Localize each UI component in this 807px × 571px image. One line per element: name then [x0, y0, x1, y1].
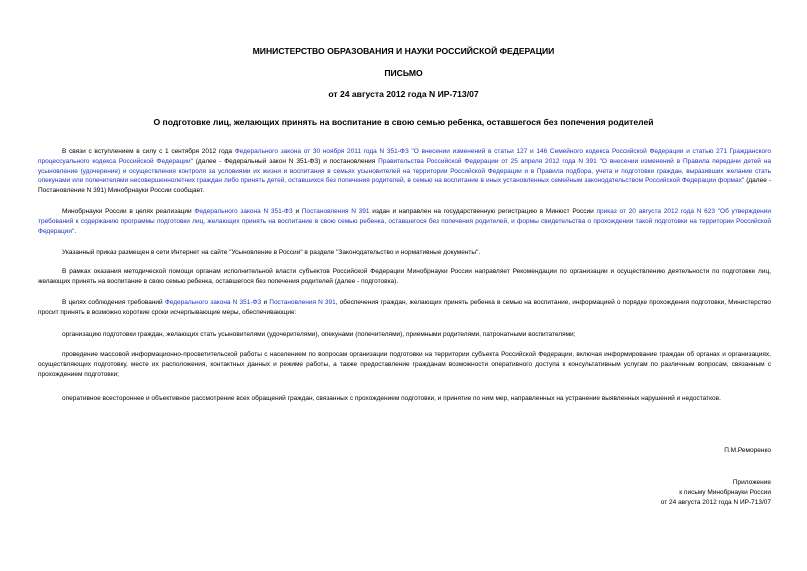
ministry-title: МИНИСТЕРСТВО ОБРАЗОВАНИЯ И НАУКИ РОССИЙСКОЙ ФЕДЕРАЦИИ — [252, 46, 555, 56]
paragraph-3: Указанный приказ размещен в сети Интернет на сайте "Усыновление в России" в разделе "Законодательство и нормативные документы". — [62, 249, 481, 256]
link-resolution-391-p5[interactable]: Постановления N 391 — [269, 299, 336, 306]
paragraph-2-text-b: и — [292, 208, 302, 215]
paragraph-1 — [38, 147, 771, 196]
paragraph-2-text-a: Минобрнауки России в целях реализации — [62, 208, 195, 215]
paragraph-2-text-d: . — [74, 227, 77, 235]
appendix-block — [661, 478, 771, 507]
paragraph-5 — [38, 298, 771, 318]
paragraph-5-text-a: В целях соблюдения требований — [62, 299, 165, 306]
link-federal-law-351-p5[interactable]: Федерального закона N 351-ФЗ — [164, 299, 262, 306]
paragraph-4: В рамках оказания методической помощи органам исполнительной власти субъектов Российской Федерации Минобрнауки России направляет Рекомендации по организации и осуществлению деятельности по подготовке лиц, желающих принять на воспитание в свою семью ребенка, оставшегося без попечения родителей (далее - подготовка). — [38, 268, 771, 285]
paragraph-2 — [38, 207, 771, 236]
appendix-line-2: к письму Минобрнауки России — [679, 488, 771, 496]
link-government-resolution-391[interactable]: Правительства Российской Федерации от 25 апреля 2012 года N 391 "О внесении изменений в Правила передачи детей на усыновление (удочерение) и осуществления контроля за условиями их жизни и воспитания в семьях усыновителей на территории Российской Федерации и в Правила подбора, учета и подготовки граждан, выразивших желание стать опекунами или попечителями несовершеннолетних граждан либо принять детей, оставшихся без попечения родителей, в семью на воспитание в иных установленных семейным законодательством Российской Федерации формах" — [38, 157, 772, 185]
paragraph-8: оперативное всестороннее и объективное рассмотрение всех обращений граждан, связанных с прохождением подготовки, и принятие по ним мер, направленных на устранение выявленных нарушений и недостатков. — [62, 395, 721, 402]
paragraph-1-text-b: (далее - Федеральный закон N 351-ФЗ) и постановления — [192, 157, 379, 165]
signature: П.М.Реморенко — [724, 447, 771, 454]
paragraph-1-text-a: В связи с вступлением в силу с 1 сентября 2012 года — [62, 148, 235, 155]
doc-type-title: ПИСЬМО — [384, 68, 423, 78]
link-order-623[interactable]: приказ от 20 августа 2012 года N 623 "Об утверждении требований к содержанию программы подготовки лиц, желающих принять на воспитание в свою семью ребенка, оставшегося без попечения родителей, и формы свидетельства о прохождении такой подготовки на территории Российской Федерации" — [38, 208, 771, 235]
paragraph-5-text-c: , обеспечения граждан, желающих принять ребенка в семью на воспитание, информацией о порядке прохождения подготовки, Министерство просит принять в возможно короткие сроки исчерпывающие меры, обеспечивающие: — [38, 299, 772, 316]
doc-date-number: от 24 августа 2012 года N ИР-713/07 — [328, 89, 479, 99]
paragraph-6: организацию подготовки граждан, желающих стать усыновителями (удочерителями), опекунами (попечителями), приемными родителями, патронатными воспитателями; — [62, 331, 576, 338]
link-resolution-391-short[interactable]: Постановления N 391 — [301, 208, 370, 215]
link-federal-law-351[interactable]: Федерального закона от 30 ноября 2011 года N 351-ФЗ "О внесении изменений в статьи 127 и 146 Семейного кодекса Российской Федерации и статью 271 Гражданского процессуального кодекса Российской Федерации" — [38, 148, 771, 165]
paragraph-2-text-c: издан и направлен на государственную регистрацию в Минюст России — [369, 208, 597, 215]
paragraph-1-text-c: (далее - Постановление N 391) Минобрнауки России сообщает. — [38, 177, 771, 195]
paragraph-5-text-b: и — [261, 299, 270, 306]
link-federal-law-351-short[interactable]: Федерального закона N 351-ФЗ — [194, 208, 293, 215]
doc-subject: О подготовке лиц, желающих принять на воспитание в свою семью ребенка, оставшегося без попечения родителей — [153, 117, 654, 127]
appendix-line-3: от 24 августа 2012 года N ИР-713/07 — [660, 498, 771, 506]
appendix-line-1: Приложение — [732, 479, 771, 486]
paragraph-7: проведение массовой информационно-просветительской работы с населением по вопросам организации подготовки на территории субъекта Российской Федерации, включая информирование граждан об органах и организациях, осуществляющих подготовку, месте их расположения, контактных данных и режиме работы, а также предоставление гражданам возможности оперативного доступа к консультативным услугам по различным вопросам, связанным с прохождением подготовки; — [38, 351, 771, 378]
